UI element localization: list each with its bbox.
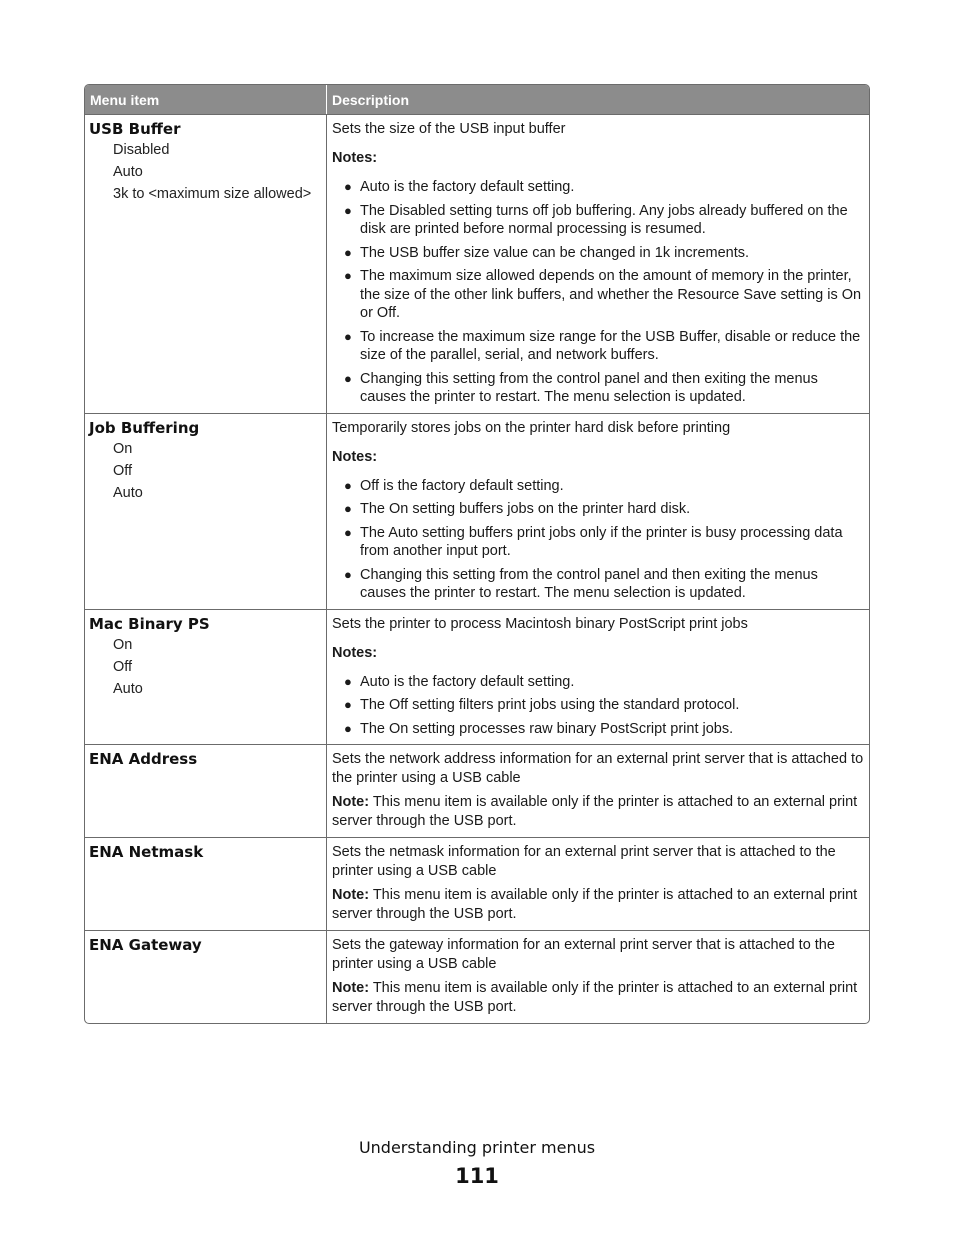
menu-option: Off bbox=[113, 658, 133, 675]
bullet-icon: ● bbox=[344, 179, 352, 194]
menu-option: Disabled bbox=[113, 142, 170, 158]
menu-item-name: USB Buffer bbox=[89, 120, 181, 138]
note-paragraph bbox=[332, 793, 865, 831]
notes-list bbox=[332, 673, 865, 739]
bullet-icon: ● bbox=[344, 524, 352, 540]
menu-option: Auto bbox=[113, 164, 143, 180]
menu-item-cell bbox=[85, 610, 326, 745]
note-item: ● Off is the factory default setting. bbox=[344, 477, 564, 494]
bullet-icon: ● bbox=[344, 673, 352, 689]
menu-item-name: ENA Address bbox=[89, 750, 198, 768]
note-item: ● The Disabled setting turns off job buffering. Any jobs already buffered on the disk are printed before normal processing is resumed. bbox=[344, 202, 848, 237]
description-cell bbox=[326, 838, 869, 930]
menu-item-name: ENA Gateway bbox=[89, 936, 202, 954]
menu-option: Auto bbox=[113, 484, 143, 501]
note-item: ● To increase the maximum size range for the USB Buffer, disable or reduce the size of the parallel, serial, and network buffers. bbox=[344, 328, 861, 363]
menu-option: 3k to <maximum size allowed> bbox=[113, 186, 312, 202]
notes-label: Notes: bbox=[332, 150, 378, 166]
table-row bbox=[85, 745, 869, 838]
description-cell bbox=[326, 610, 869, 745]
bullet-icon: ● bbox=[344, 244, 352, 260]
menu-item-cell bbox=[85, 414, 326, 609]
notes-label: Notes: bbox=[332, 644, 378, 661]
note-item: ● The maximum size allowed depends on the amount of memory in the printer, the size of the other link buffers, and whether the Resource Save setting is On or Off. bbox=[344, 268, 862, 321]
note-paragraph bbox=[332, 886, 865, 924]
table-row bbox=[85, 414, 869, 610]
description-text: Temporarily stores jobs on the printer hard disk before printing bbox=[332, 419, 731, 436]
notes-list bbox=[332, 477, 865, 603]
note-text: This menu item is available only if the printer is attached to an external print server through the USB port. bbox=[332, 794, 858, 829]
description-cell bbox=[326, 931, 869, 1023]
note-item: ● The On setting processes raw binary PostScript print jobs. bbox=[344, 720, 734, 737]
bullet-icon: ● bbox=[344, 566, 352, 582]
bullet-icon: ● bbox=[344, 697, 352, 712]
note-item: ● The Off setting filters print jobs using the standard protocol. bbox=[344, 697, 740, 713]
footer-section-title: Understanding printer menus bbox=[358, 1138, 596, 1157]
description-cell bbox=[326, 115, 869, 413]
bullet-icon: ● bbox=[344, 370, 352, 386]
note-label: Note: bbox=[332, 794, 370, 810]
note-text: This menu item is available only if the printer is attached to an external print server through the USB port. bbox=[332, 887, 858, 922]
menu-table bbox=[84, 84, 870, 1024]
menu-option: On bbox=[113, 636, 133, 653]
note-item: ● Changing this setting from the control panel and then exiting the menus causes the printer to restart. The menu selection is updated. bbox=[344, 370, 818, 405]
bullet-icon: ● bbox=[344, 328, 352, 344]
menu-item-name: Job Buffering bbox=[89, 418, 200, 437]
menu-item-cell bbox=[85, 745, 326, 837]
menu-item-cell bbox=[85, 931, 326, 1023]
bullet-icon: ● bbox=[344, 501, 352, 516]
notes-list bbox=[332, 178, 865, 407]
note-label: Note: bbox=[332, 887, 370, 903]
table-header bbox=[85, 85, 869, 115]
description-text: Sets the gateway information for an external print server that is attached to the printer using a USB cable bbox=[332, 937, 835, 972]
menu-item-name: ENA Netmask bbox=[89, 843, 204, 861]
menu-item-cell bbox=[85, 838, 326, 930]
description-cell bbox=[326, 745, 869, 837]
menu-option: Auto bbox=[113, 680, 143, 697]
bullet-icon: ● bbox=[344, 720, 352, 736]
notes-label: Notes: bbox=[332, 448, 378, 465]
note-text: This menu item is available only if the printer is attached to an external print server through the USB port. bbox=[332, 980, 858, 1015]
table-row bbox=[85, 838, 869, 931]
description-text: Sets the netmask information for an external print server that is attached to the printer using a USB cable bbox=[332, 844, 836, 879]
description-text: Sets the network address information for an external print server that is attached to the printer using a USB cable bbox=[332, 751, 864, 786]
page-number: 111 bbox=[455, 1164, 499, 1188]
bullet-icon: ● bbox=[344, 477, 352, 493]
header-description: Description bbox=[326, 85, 869, 114]
table-row bbox=[85, 115, 869, 414]
note-paragraph bbox=[332, 979, 865, 1017]
description-text: Sets the size of the USB input buffer bbox=[332, 121, 566, 137]
description-text: Sets the printer to process Macintosh binary PostScript print jobs bbox=[332, 615, 748, 632]
note-label: Note: bbox=[332, 980, 370, 996]
table-row bbox=[85, 610, 869, 746]
bullet-icon: ● bbox=[344, 202, 352, 218]
menu-item-cell bbox=[85, 115, 326, 413]
description-cell bbox=[326, 414, 869, 609]
table-row bbox=[85, 931, 869, 1023]
menu-option: On bbox=[113, 440, 133, 457]
note-item: ● The USB buffer size value can be changed in 1k increments. bbox=[344, 244, 750, 261]
note-item: ● Auto is the factory default setting. bbox=[344, 673, 575, 690]
menu-item-name: Mac Binary PS bbox=[89, 614, 210, 633]
note-item: ● The On setting buffers jobs on the printer hard disk. bbox=[344, 501, 691, 517]
note-item: ● Auto is the factory default setting. bbox=[344, 179, 575, 195]
bullet-icon: ● bbox=[344, 268, 352, 283]
header-menu-item: Menu item bbox=[90, 92, 160, 108]
note-item: ● Changing this setting from the control panel and then exiting the menus causes the printer to restart. The menu selection is updated. bbox=[344, 566, 818, 601]
note-item: ● The Auto setting buffers print jobs only if the printer is busy processing data from another input port. bbox=[344, 524, 843, 559]
menu-option: Off bbox=[113, 462, 133, 479]
